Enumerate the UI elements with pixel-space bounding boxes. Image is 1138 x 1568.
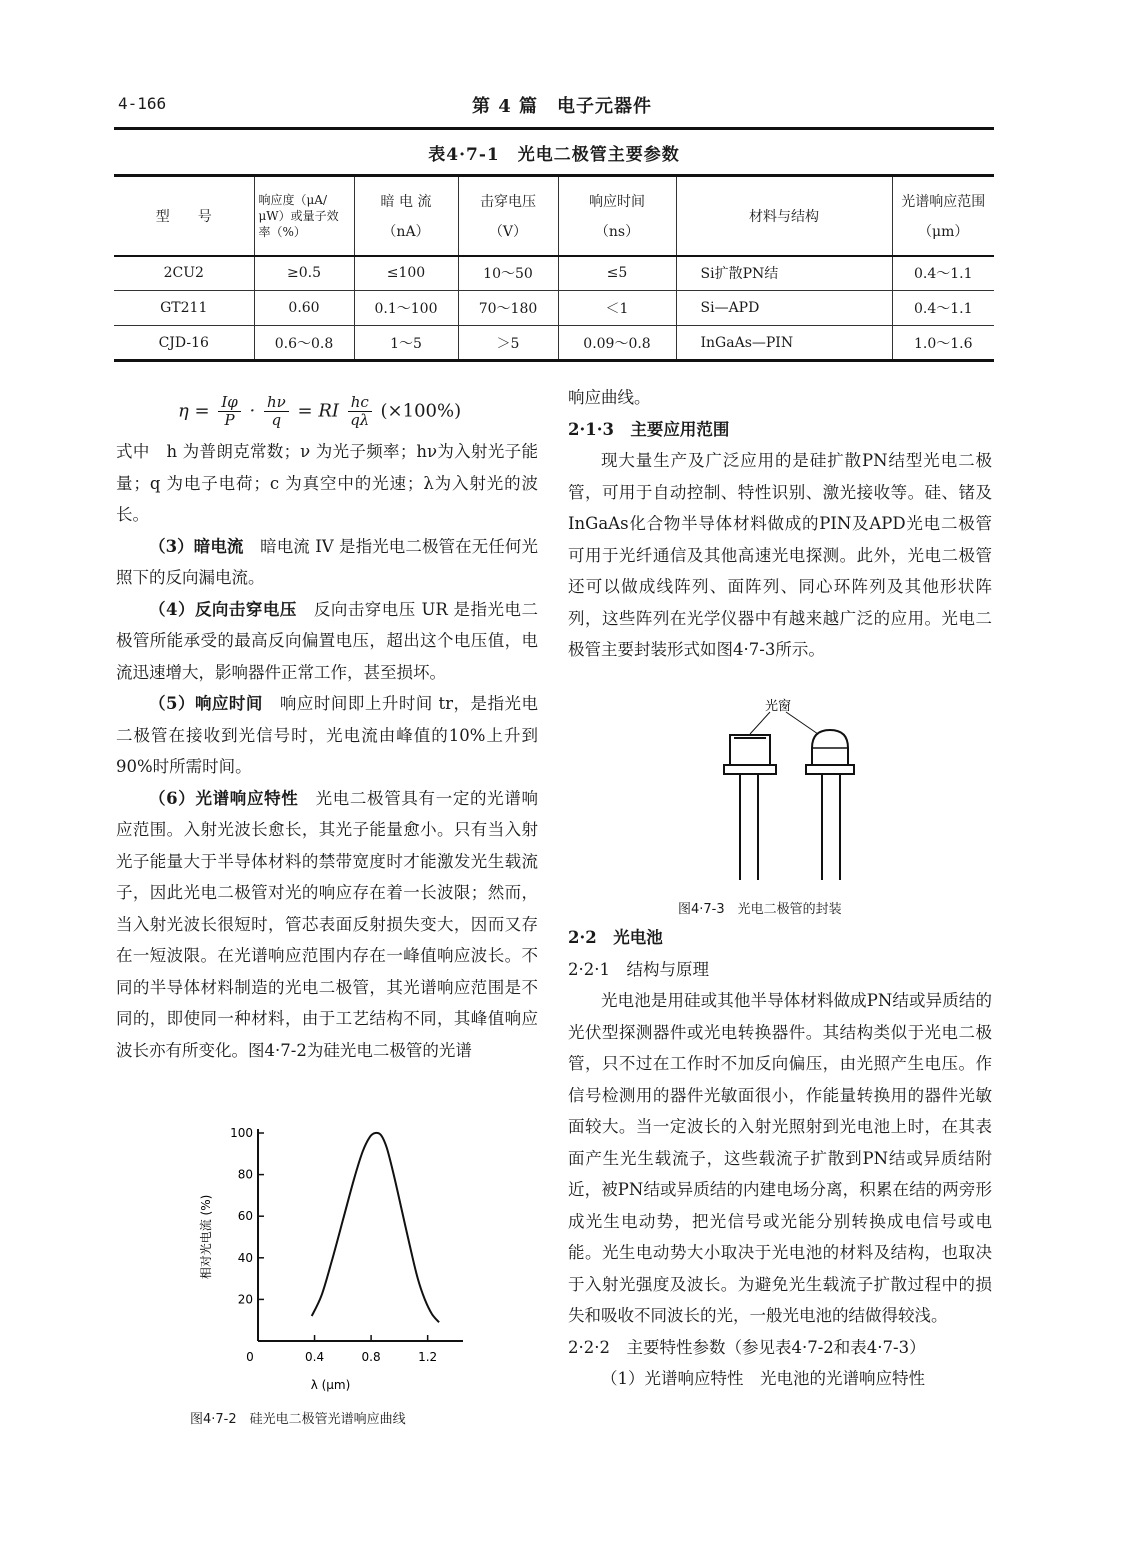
table-cell: ≥0.5 (254, 256, 354, 291)
table-cell: 1～5 (354, 326, 458, 361)
x-tick-label: 0.4 (305, 1350, 325, 1364)
table-cell: 0.4～1.1 (892, 256, 994, 291)
section-heading-2-2-2: 2·2·2 主要特性参数（参见表4·7-2和表4·7-3） (568, 1337, 926, 1357)
figure-caption-4-7-3: 图4·7-3 光电二极管的封装 (678, 902, 842, 917)
x-axis-label: λ (μm) (310, 1378, 351, 1392)
x-tick-label: 0.8 (361, 1350, 381, 1364)
table-caption: 表4·7-1 光电二极管主要参数 (428, 145, 680, 165)
table-cell: ＞5 (458, 326, 558, 361)
table-header-cell: 响应时间 （ns） (558, 176, 676, 256)
running-title: 第 4 篇 电子元器件 (472, 96, 653, 117)
table-header-cell: 响应度（μA/μW）或量子效率（%） (254, 176, 354, 256)
table-cell: 10～50 (458, 256, 558, 291)
section-heading-2-2-1: 2·2·1 结构与原理 (568, 959, 709, 979)
x-tick-label: 0 (246, 1350, 254, 1364)
x-tick-label: 1.2 (418, 1350, 438, 1364)
table-cell: Si—APD (676, 291, 892, 326)
table-cell: InGaAs—PIN (676, 326, 892, 361)
table-row (114, 291, 994, 326)
chart-plot-area (198, 1126, 463, 1392)
table-row (114, 326, 994, 361)
header-rule (114, 127, 994, 130)
section-heading-2-2: 2·2 光电池 (568, 928, 663, 947)
y-tick-label: 100 (230, 1126, 253, 1140)
table-cell: 0.1～100 (354, 291, 458, 326)
left-column-text (116, 436, 538, 1066)
y-axis-label: 相对光电流 (%) (199, 1194, 213, 1280)
y-tick-label: 80 (237, 1167, 253, 1182)
paragraph: （1）光谱响应特性 光电池的光谱响应特性 (601, 1369, 925, 1388)
paragraph: 现大量生产及广泛应用的是硅扩散PN结型光电二极管，可用于自动控制、特性识别、激光接收等。硅、锗及InGaAs化合物半导体材料做成的PIN及APD光电二极管可用于光纤通信及其他高速光电探测。此外，光电二极管还可以做成线阵列、面阵列、同心环阵列及其他形状阵列，这些阵列在光学仪器中有越来越广泛的应用。光电二极管主要封装形式如图4·7-3所示。 (568, 451, 992, 659)
table-cell: Si扩散PN结 (676, 256, 892, 291)
table-cell: ≤5 (558, 256, 676, 291)
table-header-cell: 型 号 (155, 208, 212, 225)
table-cell: 0.09～0.8 (558, 326, 676, 361)
table-cell: CJD-16 (158, 334, 209, 351)
figure-caption-4-7-2: 图4·7-2 硅光电二极管光谱响应曲线 (190, 1412, 406, 1427)
table-row (114, 256, 994, 291)
table-cell: 2CU2 (163, 265, 204, 282)
table-header-row (114, 176, 994, 256)
flat-window-package (724, 735, 776, 880)
page-number: 4-166 (118, 94, 167, 113)
y-tick-label: 20 (237, 1292, 253, 1307)
table-cell: ＜1 (558, 291, 676, 326)
y-tick-label: 60 (237, 1209, 253, 1224)
table-cell: 0.6～0.8 (254, 326, 354, 361)
paragraph: （5）响应时间 响应时间即上升时间 tr，是指光电二极管在接收到光信号时，光电流由峰值的10%上升到90%时所需时间。 (116, 694, 538, 776)
parameter-table (114, 174, 994, 362)
y-tick-label: 40 (237, 1250, 253, 1265)
table-cell: 0.4～1.1 (892, 291, 994, 326)
paragraph: （6）光谱响应特性 光电二极管具有一定的光谱响应范围。入射光波长愈长，其光子能量愈小。只有当入射光子能量大于半导体材料的禁带宽度时才能激发光生载流子，因此光电二极管对光的响应存在着一长波限；然而，当入射光波长很短时，管芯表面反射损失变大，因而又存在一短波限。在光谱响应范围内存在一峰值响应波长。不同的半导体材料制造的光电二极管，其光谱响应范围是不同的，即使同一种材料，由于工艺结构不同，其峰值响应波长亦有所变化。图4·7-2为硅光电二极管的光谱 (116, 788, 538, 1060)
window-leader-line (786, 712, 818, 734)
response-curve (312, 1133, 439, 1322)
symbol-definitions: 式中 h 为普朗克常数；ν 为光子频率；hν为入射光子能量；q 为电子电荷；c 为真空中的光速；λ为入射光的波长。 (116, 442, 538, 524)
table-cell: ≤100 (354, 256, 458, 291)
right-column-text-bottom (568, 922, 992, 1395)
table-header-cell: 暗 电 流 （nA） (354, 176, 458, 256)
table-header-cell: 击穿电压 （V） (458, 176, 558, 256)
section-heading-2-1-3: 2·1·3 主要应用范围 (568, 419, 730, 439)
right-column-text-top (568, 382, 992, 666)
table-header-cell: 材料与结构 (676, 176, 892, 256)
photodiode-package-figure (700, 690, 880, 890)
paragraph: 光电池是用硅或其他半导体材料做成PN结或异质结的光伏型探测器件或光电转换器件。其结构类似于光电二极管，只不过在工作时不加反向偏压，由光照产生电压。作信号检测用的器件光敏面很小，作能量转换用的器件光敏面较大。当一定波长的入射光照射到光电池上时，在其表面产生光生载流子，这些载流子扩散到PN结或异质结附近，被PN结或异质结的内建电场分离，积累在结的两旁形成光生电动势，把光信号或光能分别转换成电信号或电能。光生电动势大小取决于光电池的材料及结构，也取决于入射光强度及波长。为避免光生载流子扩散过程中的损失和吸收不同波长的光，一般光电池的结做得较浅。 (568, 991, 992, 1325)
spectral-response-chart (180, 1115, 500, 1445)
table-cell: GT211 (160, 300, 208, 316)
table-cell: 0.60 (254, 291, 354, 326)
paragraph: 响应曲线。 (568, 388, 651, 407)
table-header-cell: 光谱响应范围 （μm） (892, 176, 994, 256)
paragraph: （4）反向击穿电压 反向击穿电压 UR 是指光电二极管所能承受的最高反向偏置电压，超出这个电压值，电流迅速增大，影响器件正常工作，甚至损坏。 (116, 599, 538, 682)
window-leader-line (750, 712, 770, 734)
table-cell: 70～180 (458, 291, 558, 326)
window-label: 光窗 (764, 699, 792, 714)
paragraph: （3）暗电流 暗电流 IV 是指光电二极管在无任何光照下的反向漏电流。 (116, 536, 538, 587)
table-cell: 1.0～1.6 (892, 326, 994, 361)
quantum-efficiency-formula: η = $\frac{I\varphi}{P}$ · $\frac{h\nu}{q}$ = RI $\frac{hc}{q\lambda}$ (×100%) (178, 393, 462, 429)
lens-window-package (806, 730, 854, 880)
